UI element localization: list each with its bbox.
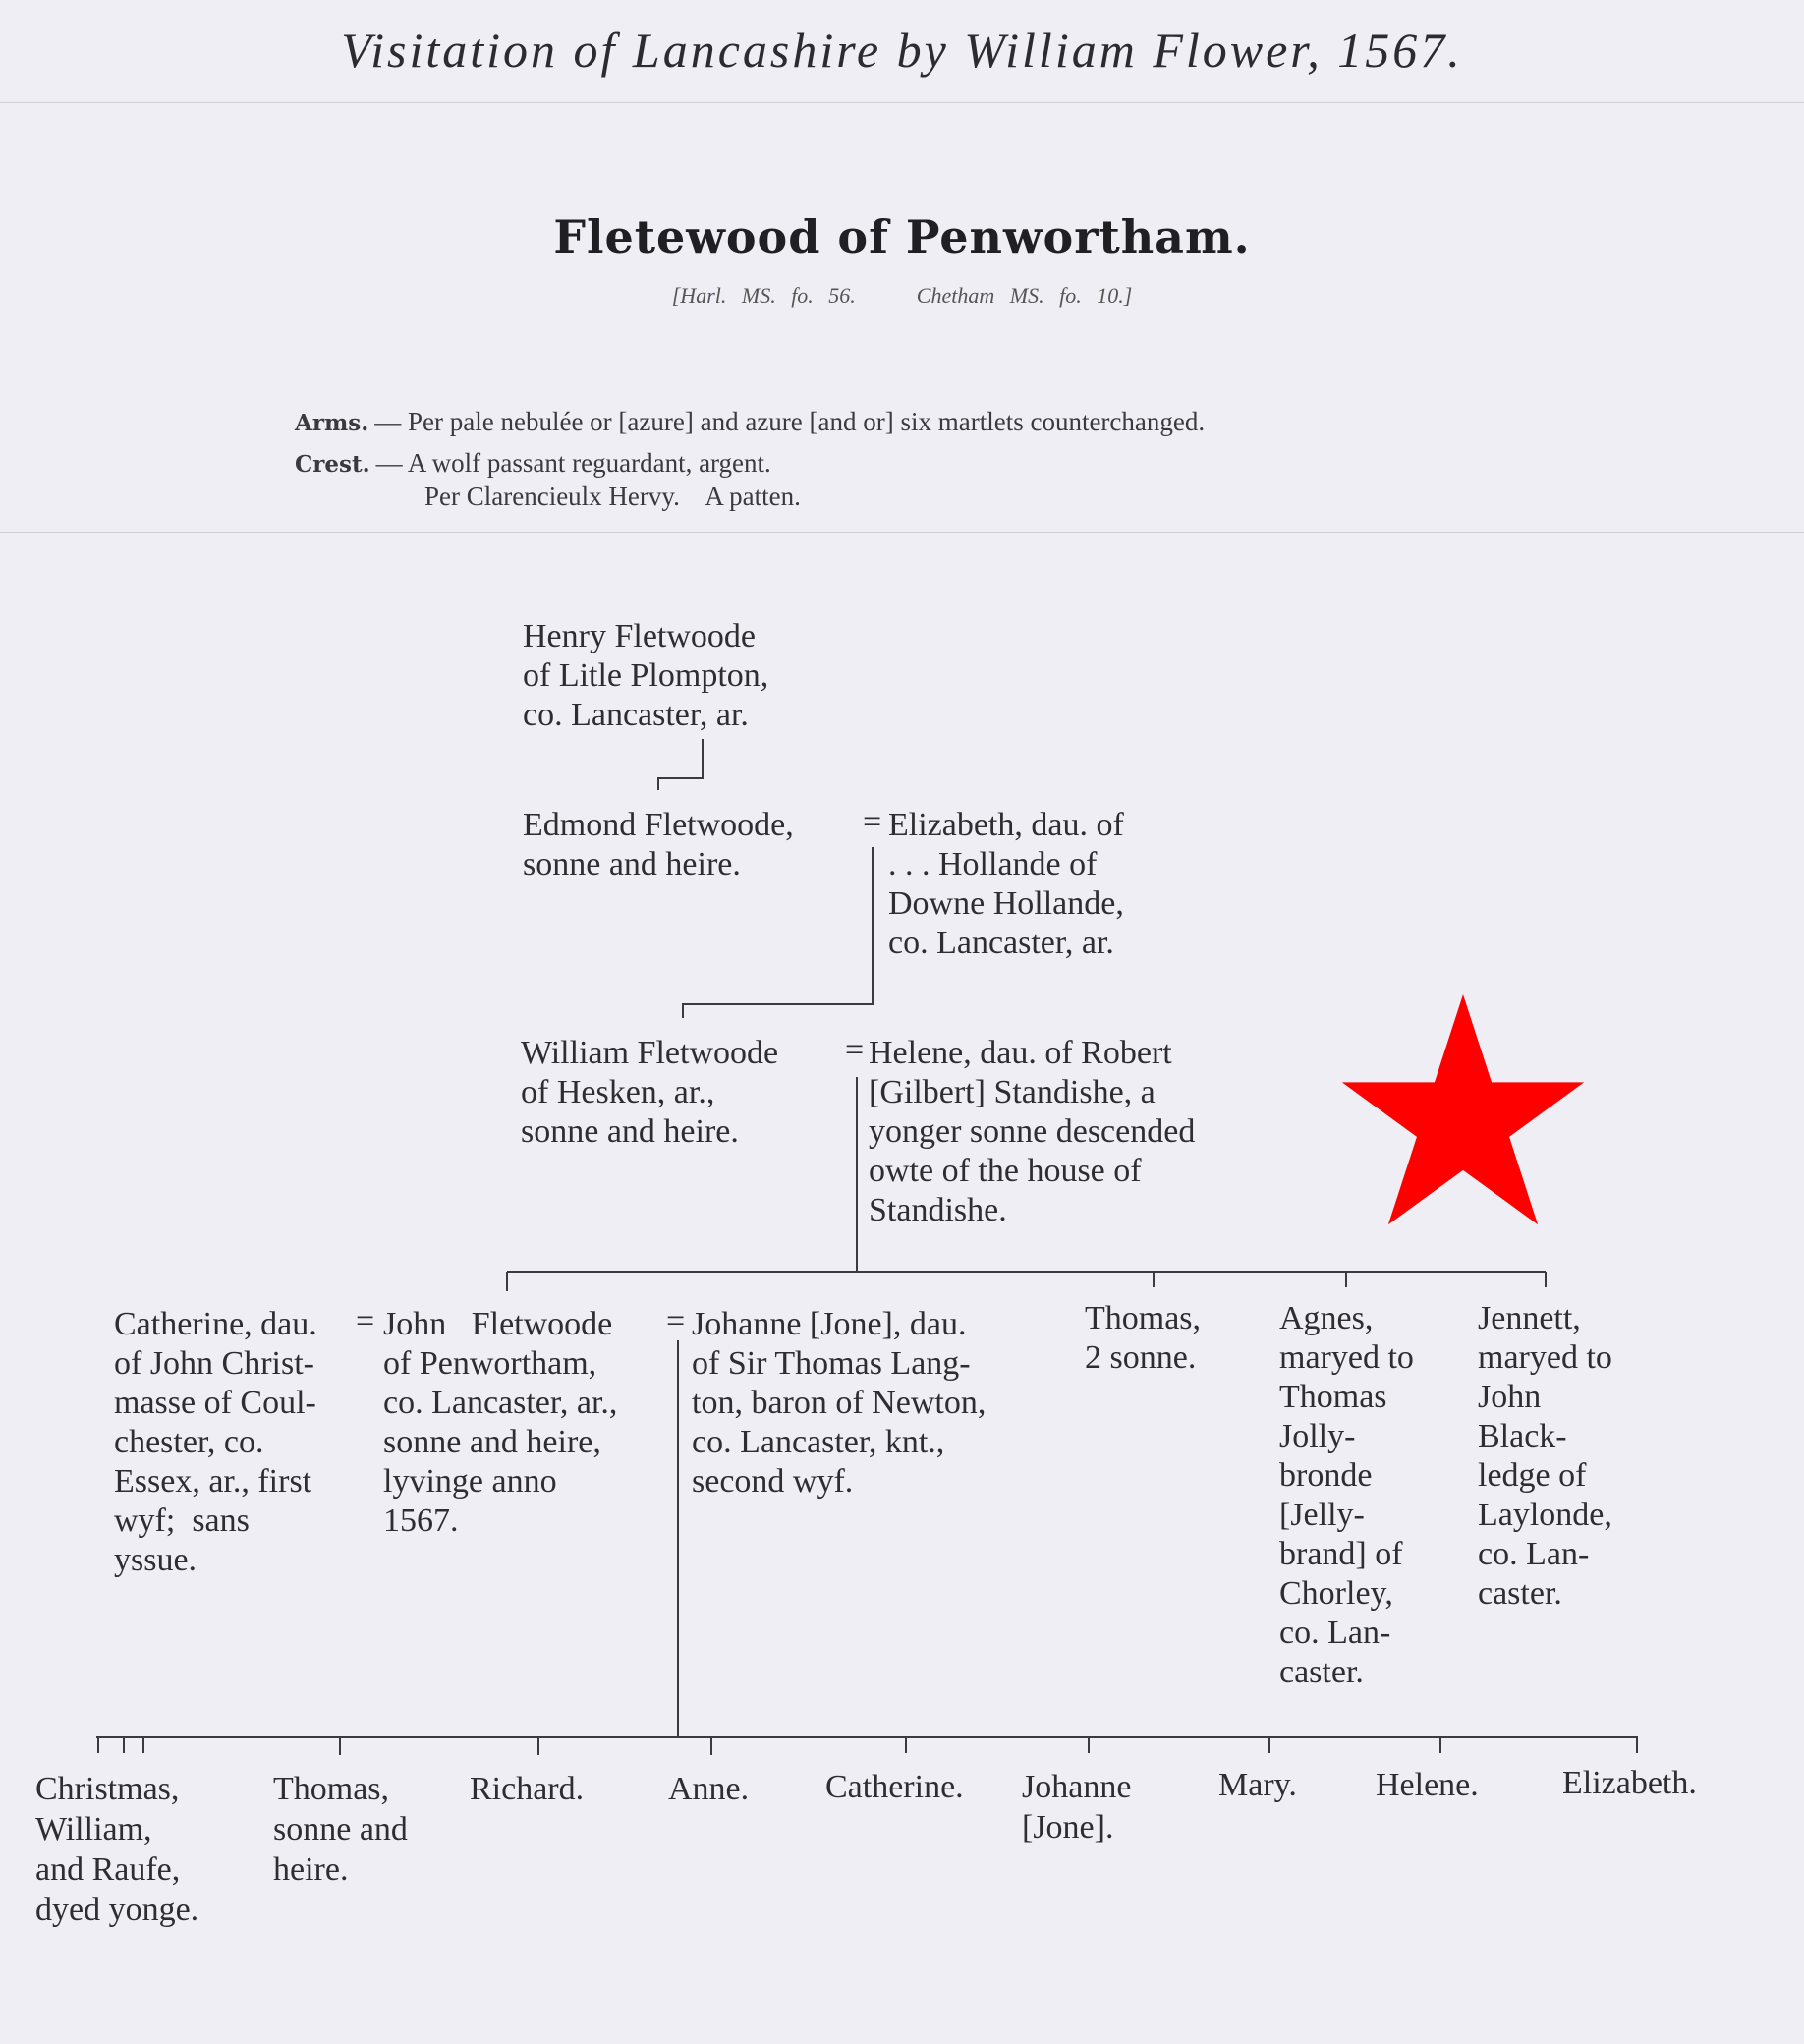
person-helene-standishe: Helene, dau. of Robert [Gilbert] Standishe, a yonger sonne descended owte of the house of Standishe. [869,1035,1196,1228]
marriage-symbol-edmond: = [863,804,882,840]
running-title: Visitation of Lancashire by William Flower, 1567. [341,23,1463,78]
child-elizabeth: Elizabeth. [1562,1765,1697,1801]
person-edmond-fletwoode: Edmond Fletwoode, sonne and heire. [523,807,794,882]
marriage-symbol-john-first: = [356,1303,375,1339]
marriage-symbol-william: = [845,1032,865,1068]
person-catherine-christmasse: Catherine, dau. of John Christ- masse of Coul- chester, co. Essex, ar., first wyf; sans yssue. [114,1306,317,1578]
manuscript-sources: [Harl. MS. fo. 56. Chetham MS. fo. 10.] [671,283,1133,308]
child-catherine: Catherine. [825,1769,964,1805]
arms-text: — Per pale nebulée or [azure] and azure [and or] six martlets counterchanged. [374,407,1206,436]
child-johanne: Johanne [Jone]. [1022,1769,1132,1845]
crest-label: Crest. [295,451,370,478]
person-henry-fletwoode: Henry Fletwoode of Litle Plompton, co. Lancaster, ar. [523,618,769,733]
person-johanne-langton: Johanne [Jone], dau. of Sir Thomas Lang- ton, baron of Newton, co. Lancaster, knt., second wyf. [692,1306,987,1500]
person-john-fletwoode: John Fletwoode of Penwortham, co. Lancaster, ar., sonne and heire, lyvinge anno 1567. [383,1306,618,1539]
child-thomas-heir: Thomas, sonne and heire. [273,1771,408,1888]
marriage-symbol-john-second: = [666,1303,686,1339]
red-star-icon [1330,994,1596,1224]
child-helene: Helene. [1376,1767,1479,1803]
family-title: Fletewood of Penwortham. [553,210,1251,263]
child-anne: Anne. [668,1771,750,1807]
grant-line: Per Clarencieulx Hervy. A patten. [424,482,801,511]
line-henry-to-edmond [658,739,703,790]
child-christmas-william-raufe: Christmas, William, and Raufe, dyed yonge. [35,1771,199,1928]
person-thomas-second-sonne: Thomas, 2 sonne. [1085,1300,1202,1376]
arms-label: Arms. [295,410,369,436]
crest-text: — A wolf passant reguardant, argent. [375,448,771,478]
person-elizabeth-hollande: Elizabeth, dau. of . . . Hollande of Downe Hollande, co. Lancaster, ar. [888,807,1124,961]
person-jennett: Jennett, maryed to John Black- ledge of Laylonde, co. Lan- caster. [1478,1300,1612,1612]
ticks-christmas-william-raufe [98,1737,143,1753]
person-william-fletwoode: William Fletwoode of Hesken, ar., sonne and heire. [521,1035,779,1150]
person-agnes: Agnes, maryed to Thomas Jolly- bronde [Jelly- brand] of Chorley, co. Lan- caster. [1279,1300,1414,1690]
child-mary: Mary. [1218,1767,1297,1803]
child-richard: Richard. [470,1771,585,1807]
